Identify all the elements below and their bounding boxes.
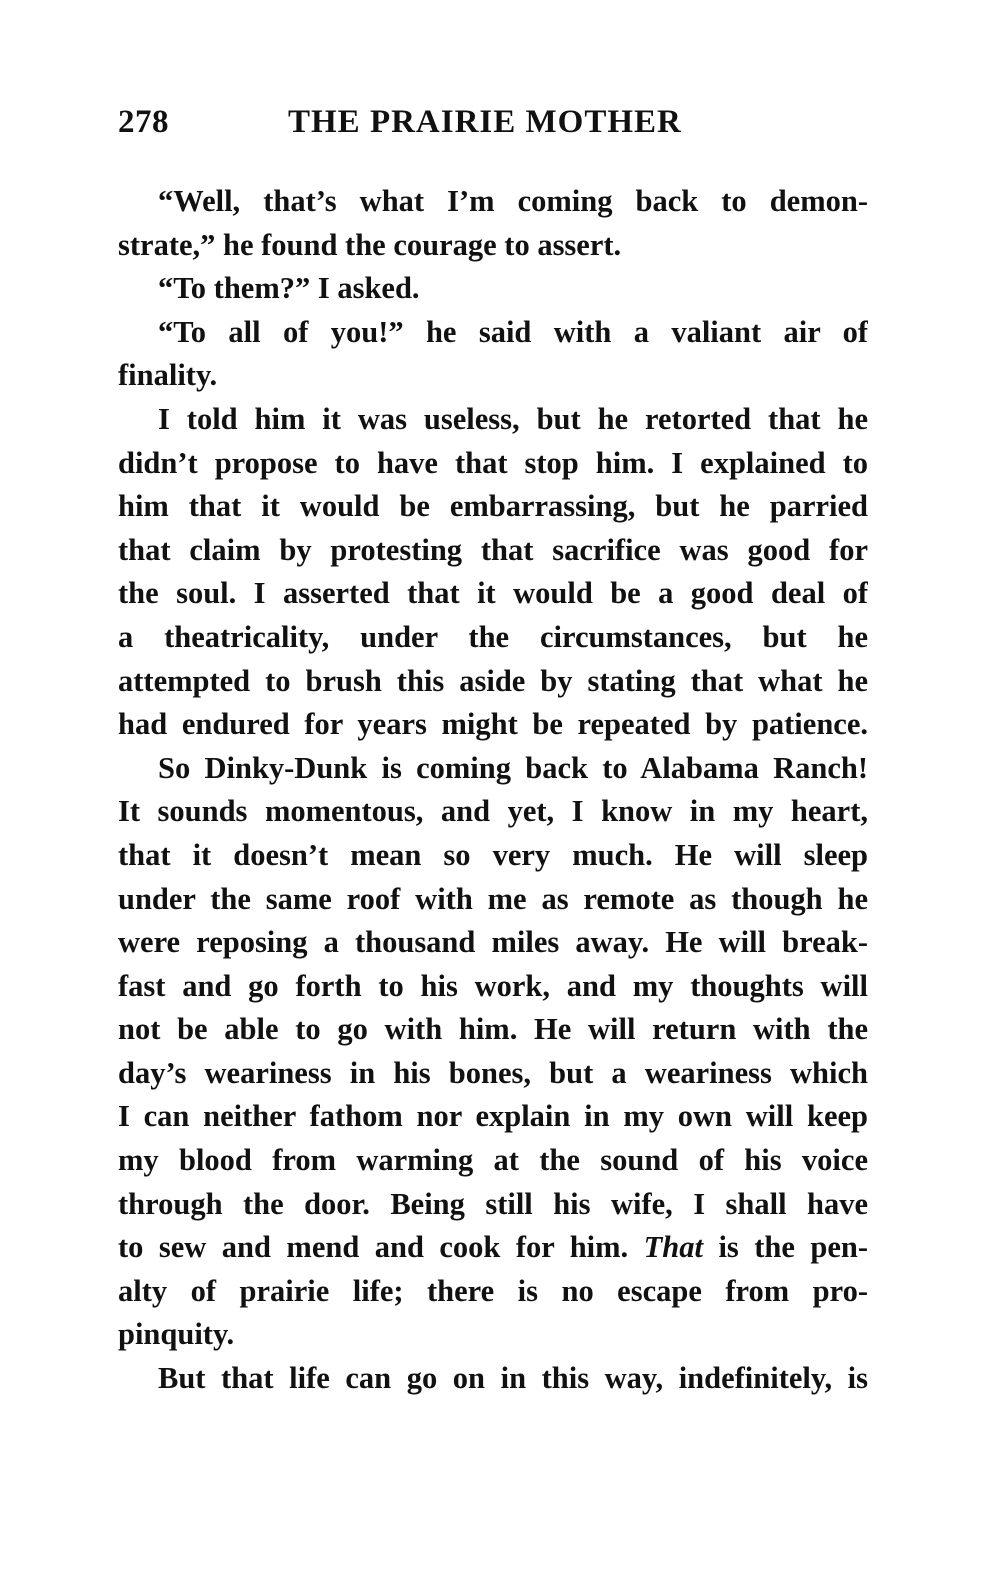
- italic-word: That: [643, 1230, 703, 1265]
- text-line: But that life can go on in this way, indefinitely, is: [158, 1361, 868, 1396]
- text-line: “To all of you!” he said with a valiant air of: [158, 314, 868, 349]
- text-line: finality.: [118, 358, 218, 393]
- text-line: strate,” he found the courage to assert.: [118, 227, 622, 262]
- text-line: my blood from warming at the sound of his voice: [118, 1143, 868, 1178]
- body-text: [118, 180, 868, 1401]
- text-line: “Well, that’s what I’m coming back to demon-: [158, 184, 868, 218]
- text-line: day’s weariness in his bones, but a weariness which: [118, 1055, 868, 1090]
- text-line: attempted to brush this aside by stating that what he: [118, 663, 868, 698]
- running-title: THE PRAIRIE MOTHER: [288, 104, 682, 140]
- text-line: It sounds momentous, and yet, I know in my heart,: [118, 794, 868, 829]
- page-header: [118, 104, 878, 152]
- page-number: 278: [118, 104, 169, 140]
- text-segment: is the pen-: [702, 1230, 868, 1265]
- text-line: under the same roof with me as remote as though he: [118, 881, 868, 916]
- text-line: him that it would be embarrassing, but he parried: [118, 489, 868, 524]
- text-line: So Dinky-Dunk is coming back to Alabama Ranch!: [158, 750, 868, 785]
- text-line: that claim by protesting that sacrifice was good for: [118, 532, 868, 567]
- text-line: that it doesn’t mean so very much. He will sleep: [118, 837, 868, 872]
- text-line: I can neither fathom nor explain in my own will keep: [118, 1099, 868, 1134]
- text-line: pinquity.: [118, 1317, 235, 1352]
- text-line: “To them?” I asked.: [158, 271, 420, 306]
- text-segment: to sew and mend and cook for him.: [118, 1230, 644, 1265]
- text-line: a theatricality, under the circumstances, but he: [118, 619, 868, 654]
- text-line: alty of prairie life; there is no escape from pro-: [118, 1273, 868, 1308]
- text-line: I told him it was useless, but he retorted that he: [158, 401, 868, 436]
- text-line: [118, 1226, 868, 1270]
- text-line: the soul. I asserted that it would be a good deal of: [118, 576, 868, 611]
- text-line: had endured for years might be repeated by patience.: [118, 707, 868, 742]
- text-line: fast and go forth to his work, and my thoughts will: [118, 968, 868, 1003]
- text-line: didn’t propose to have that stop him. I explained to: [118, 445, 868, 480]
- text-line: through the door. Being still his wife, I shall have: [118, 1186, 868, 1221]
- text-line: not be able to go with him. He will return with the: [118, 1012, 868, 1047]
- text-line: were reposing a thousand miles away. He will break-: [118, 925, 868, 960]
